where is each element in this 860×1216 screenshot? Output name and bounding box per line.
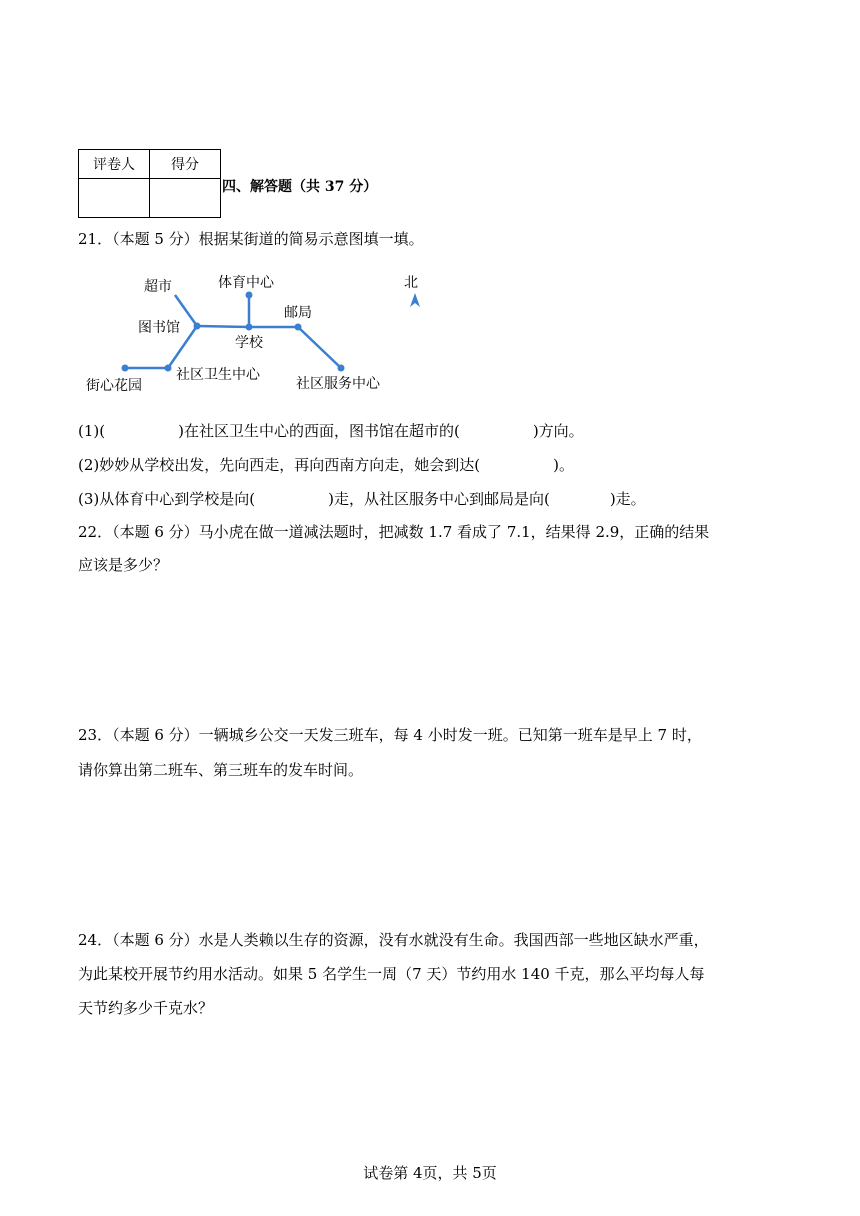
q21-sub2 xyxy=(78,455,574,475)
map-dot-service xyxy=(338,365,345,372)
q21-sub2-part-a: (2)妙妙从学校出发，先向西走，再向西南方向走，她会到达( xyxy=(78,456,481,474)
score-table xyxy=(78,149,221,218)
q24-line1: 24．（本题 6 分）水是人类赖以生存的资源，没有水就没有生命。我国西部一些地区缺水严重， xyxy=(78,931,709,949)
section-title: 四、解答题（共 37 分） xyxy=(222,179,378,195)
map-dot-library xyxy=(194,323,201,330)
q24-line3: 天节约多少千克水？ xyxy=(78,999,214,1017)
map-dot-school xyxy=(246,324,253,331)
grader-header: 评卷人 xyxy=(79,150,150,179)
label-service-center: 社区服务中心 xyxy=(296,376,380,392)
street-map xyxy=(78,265,438,400)
map-dot-garden xyxy=(122,365,129,372)
page-footer: 试卷第 4页，共 5页 xyxy=(363,1164,497,1182)
street-line-library-school xyxy=(197,326,249,327)
label-post-office: 邮局 xyxy=(284,305,312,321)
q21-sub3-part-c: )走。 xyxy=(609,490,646,508)
score-cell[interactable] xyxy=(150,179,221,218)
map-dot-post xyxy=(295,324,302,331)
q21-sub3 xyxy=(78,489,646,509)
label-sports-center: 体育中心 xyxy=(218,275,274,291)
q23-line2: 请你算出第二班车、第三班车的发车时间。 xyxy=(78,761,364,779)
north-arrow-icon xyxy=(410,293,420,307)
label-health-center: 社区卫生中心 xyxy=(176,367,260,383)
label-library: 图书馆 xyxy=(138,320,180,336)
q21-sub1-part-b: )在社区卫生中心的西面，图书馆在超市的( xyxy=(178,422,460,440)
label-school: 学校 xyxy=(235,335,263,351)
q21-sub1-part-a: (1)( xyxy=(78,422,106,440)
q21-stem: 21．（本题 5 分）根据某街道的简易示意图填一填。 xyxy=(78,230,424,248)
q21-sub2-part-b: )。 xyxy=(553,456,574,474)
q21-sub1-part-c: )方向。 xyxy=(532,422,584,440)
score-header: 得分 xyxy=(150,150,221,179)
q21-sub1 xyxy=(78,421,584,441)
label-supermarket: 超市 xyxy=(144,279,172,295)
label-garden: 街心花园 xyxy=(86,378,142,394)
grader-cell[interactable] xyxy=(79,179,150,218)
q22-line2: 应该是多少？ xyxy=(78,556,169,574)
street-line-post-service xyxy=(298,327,341,368)
q21-sub3-part-a: (3)从体育中心到学校是向( xyxy=(78,490,256,508)
q24-line2: 为此某校开展节约用水活动。如果 5 名学生一周（7 天）节约用水 140 千克，那么平均每人每 xyxy=(78,965,705,983)
map-dot-health xyxy=(165,365,172,372)
map-dot-sports xyxy=(246,292,253,299)
q21-sub3-part-b: )走，从社区服务中心到邮局是向( xyxy=(328,490,550,508)
q22-line1: 22．（本题 6 分）马小虎在做一道减法题时，把减数 1.7 看成了 7.1，结果得 2.9，正确的结果 xyxy=(78,523,710,541)
q23-line1: 23．（本题 6 分）一辆城乡公交一天发三班车，每 4 小时发一班。已知第一班车是早上 7 时， xyxy=(78,726,702,744)
label-north: 北 xyxy=(404,275,418,291)
